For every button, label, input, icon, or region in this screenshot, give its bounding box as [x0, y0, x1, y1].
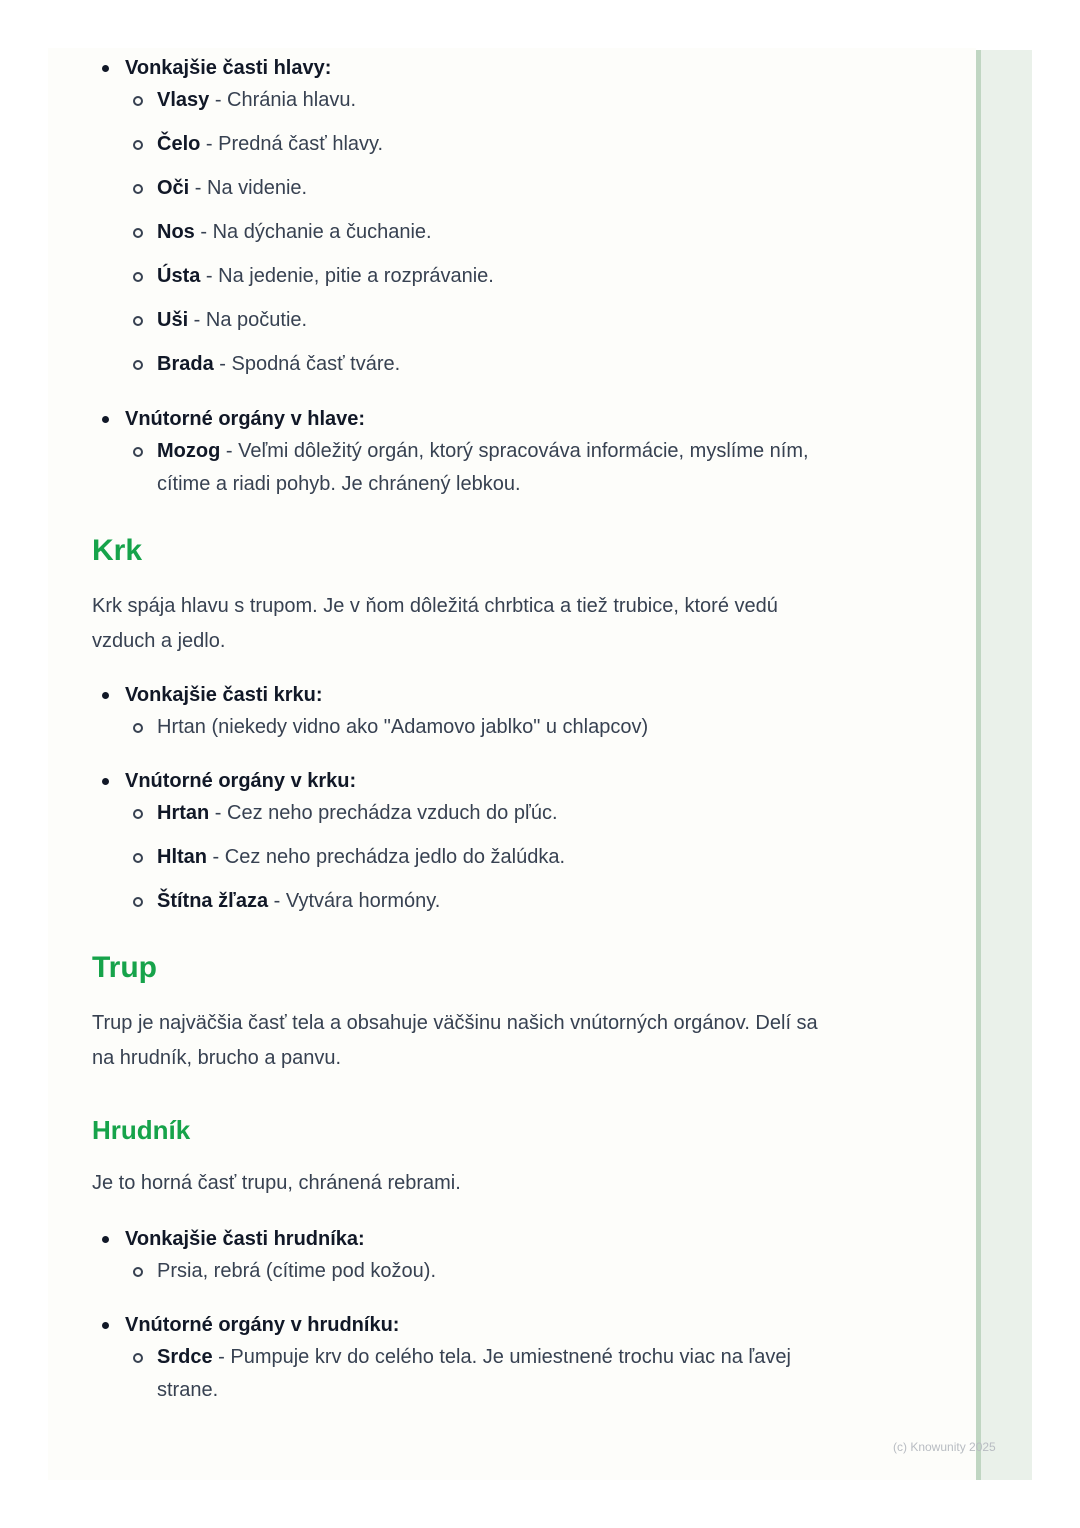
copyright-footer: (c) Knowunity 2025	[893, 1440, 996, 1454]
item-desc: Prsia, rebrá (cítime pod kožou).	[157, 1260, 436, 1282]
list-item	[157, 172, 832, 205]
list-item	[157, 1255, 832, 1288]
list-heading-head-outer: Vonkajšie časti hlavy:	[92, 52, 832, 84]
item-desc: Hrtan (niekedy vidno ako "Adamovo jablko" u chlapcov)	[157, 716, 649, 738]
list-heading-hrudnik-outer: Vonkajšie časti hrudníka:	[92, 1223, 832, 1255]
list-item	[157, 348, 832, 381]
item-desc: - Na videnie.	[189, 177, 308, 199]
list-item	[157, 711, 832, 744]
list-heading-krk-inner: Vnútorné orgány v krku:	[92, 765, 832, 797]
item-desc: - Veľmi dôležitý orgán, ktorý spracováva informácie, myslíme ním, cítime a riadi pohyb. Je chránený lebkou.	[157, 440, 809, 495]
item-desc: - Na počutie.	[188, 309, 308, 331]
section-intro-hrudnik: Je to horná časť trupu, chránená rebrami.	[92, 1172, 461, 1194]
list-heading-head-inner: Vnútorné orgány v hlave:	[92, 403, 832, 435]
item-desc: - Cez neho prechádza jedlo do žalúdka.	[207, 846, 566, 868]
list-item	[157, 797, 832, 830]
side-rail	[976, 50, 1032, 1480]
section-title-krk: Krk	[92, 534, 143, 567]
section-intro-krk: Krk spája hlavu s trupom. Je v ňom dôležitá chrbtica a tiež trubice, ktoré vedú vzduch a jedlo.	[92, 595, 778, 652]
item-term: Ústa	[157, 265, 201, 287]
section-title-hrudnik: Hrudník	[92, 1115, 191, 1145]
list-heading-hrudnik-inner: Vnútorné orgány v hrudníku:	[92, 1309, 832, 1341]
item-desc: - Cez neho prechádza vzduch do pľúc.	[209, 802, 558, 824]
item-term: Hltan	[157, 846, 207, 868]
item-term: Uši	[157, 309, 189, 331]
list-item	[157, 841, 832, 874]
list-item	[157, 216, 832, 249]
item-term: Srdce	[157, 1346, 213, 1368]
list-item	[157, 885, 832, 918]
list-item	[157, 84, 832, 117]
item-desc: - Spodná časť tváre.	[213, 353, 401, 375]
list-item	[157, 1341, 832, 1407]
item-term: Štítna žľaza	[157, 890, 269, 912]
document-content	[92, 52, 832, 1407]
item-desc: - Pumpuje krv do celého tela. Je umiestnené trochu viac na ľavej strane.	[157, 1346, 791, 1401]
item-desc: - Na jedenie, pitie a rozprávanie.	[200, 265, 494, 287]
item-term: Vlasy	[157, 89, 210, 111]
item-desc: - Vytvára hormóny.	[268, 890, 441, 912]
item-term: Hrtan	[157, 802, 210, 824]
list-heading-krk-outer: Vonkajšie časti krku:	[92, 679, 832, 711]
section-title-trup: Trup	[92, 951, 157, 984]
item-term: Oči	[157, 177, 190, 199]
item-desc: - Chránia hlavu.	[209, 89, 357, 111]
item-term: Čelo	[157, 133, 201, 155]
list-item	[157, 304, 832, 337]
section-intro-trup: Trup je najväčšia časť tela a obsahuje väčšinu našich vnútorných orgánov. Delí sa na hrudník, brucho a panvu.	[92, 1012, 818, 1069]
list-item	[157, 435, 832, 501]
item-desc: - Na dýchanie a čuchanie.	[194, 221, 432, 243]
item-term: Mozog	[157, 440, 221, 462]
list-item	[157, 260, 832, 293]
item-term: Nos	[157, 221, 195, 243]
item-term: Brada	[157, 353, 214, 375]
item-desc: - Predná časť hlavy.	[200, 133, 384, 155]
list-item	[157, 128, 832, 161]
